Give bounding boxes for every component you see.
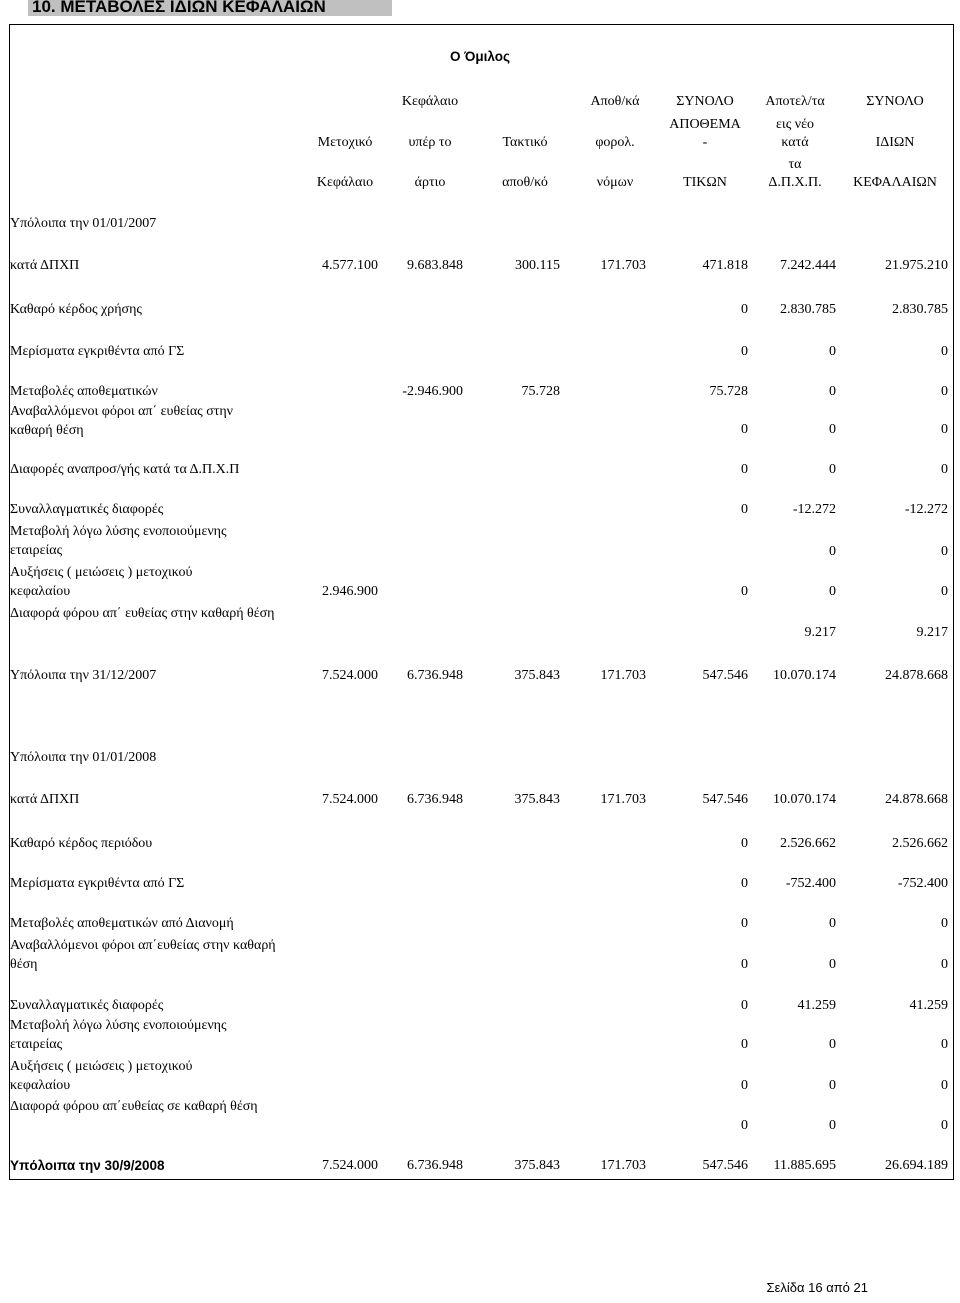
cell-c6: -752.400 [785, 876, 836, 891]
cell-c6: 10.070.174 [773, 792, 836, 807]
cell-c7: 24.878.668 [885, 792, 948, 807]
cell-c7: 0 [941, 584, 948, 599]
cell-c6: 0 [829, 462, 836, 477]
row-label: Καθαρό κέρδος χρήσης [10, 302, 142, 317]
cell-c3: 375.843 [514, 792, 560, 807]
cell-c4: 171.703 [600, 1158, 646, 1173]
cell-c5: 0 [741, 1078, 748, 1093]
header-c2-line1: Κεφάλαιο [401, 94, 459, 109]
cell-c6: 2.526.662 [780, 836, 836, 851]
cell-c6: 11.885.695 [773, 1158, 836, 1173]
cell-c2: -2.946.900 [402, 384, 463, 399]
cell-c6: 0 [829, 344, 836, 359]
row-label: Αναβαλλόμενοι φόροι απ΄ευθείας στην καθαρή θέση [10, 938, 276, 972]
row-label: κατά ΔΠΧΠ [10, 792, 80, 807]
row-label: Μεταβολές αποθεματικών [10, 384, 158, 399]
cell-c4: 171.703 [600, 668, 646, 683]
cell-c7: -752.400 [897, 876, 948, 891]
header-c1-line2: Κεφάλαιο [316, 175, 374, 190]
cell-c3: 375.843 [514, 668, 560, 683]
cell-c7: 0 [941, 462, 948, 477]
header-c6-line2: εις νέο [776, 117, 814, 132]
row-label: Καθαρό κέρδος περιόδου [10, 836, 153, 851]
cell-c2: 9.683.848 [407, 258, 463, 273]
row-label: Αυξήσεις ( μειώσεις ) μετοχικού κεφαλαίου [10, 565, 193, 599]
row-label: κατά ΔΠΧΠ [10, 258, 80, 273]
cell-c7: 0 [941, 957, 948, 972]
cell-c7: 41.259 [909, 998, 948, 1013]
cell-c7: 2.830.785 [892, 302, 948, 317]
cell-c5: 471.818 [702, 258, 748, 273]
cell-c7: 0 [941, 1078, 948, 1093]
row-label: Μεταβολές αποθεματικών από Διανομή [10, 916, 234, 931]
header-c4-line3: νόμων [596, 175, 634, 190]
cell-c5: 0 [741, 916, 748, 931]
row-label: Διαφορά φόρου απ΄ ευθείας στην καθαρή θέση [10, 606, 275, 621]
header-c3-line2: αποθ/κό [502, 175, 548, 190]
cell-c5: 0 [741, 957, 748, 972]
cell-c1: 7.524.000 [322, 668, 378, 683]
cell-c6: 2.830.785 [780, 302, 836, 317]
cell-c7: 0 [941, 1118, 948, 1133]
row-label: Υπόλοιπα την 01/01/2008 [10, 750, 157, 765]
page-footer: Σελίδα 16 από 21 [766, 1280, 868, 1295]
cell-c6: 0 [829, 1037, 836, 1052]
cell-c7: 24.878.668 [885, 668, 948, 683]
row-label: Μερίσματα εγκριθέντα από ΓΣ [10, 876, 185, 891]
cell-c5: 0 [741, 836, 748, 851]
cell-c6: -12.272 [792, 502, 836, 517]
cell-c7: 0 [941, 344, 948, 359]
header-c6-line1: Αποτελ/τα [765, 94, 825, 109]
header-c7-line2: ΙΔΙΩΝ [875, 135, 915, 150]
cell-c5: 0 [741, 1037, 748, 1052]
header-c2-line2: υπέρ το [408, 135, 452, 150]
cell-c5: 547.546 [702, 1158, 748, 1173]
header-c2-line3: άρτιο [414, 175, 446, 190]
cell-c2: 6.736.948 [407, 668, 463, 683]
cell-c7: 9.217 [916, 625, 948, 640]
cell-c7: 0 [941, 1037, 948, 1052]
cell-c5: 0 [741, 302, 748, 317]
header-c6-line5: Δ.Π.Χ.Π. [768, 175, 822, 190]
cell-c6: 0 [829, 1118, 836, 1133]
header-c1-line1: Μετοχικό [317, 135, 373, 150]
header-c6-line3: κατά [781, 135, 809, 150]
cell-c6: 41.259 [797, 998, 836, 1013]
cell-c4: 171.703 [600, 792, 646, 807]
cell-c7: 0 [941, 422, 948, 437]
header-c5-line3: - [702, 135, 708, 150]
row-label: Συναλλαγματικές διαφορές [10, 998, 164, 1013]
row-label: Αναβαλλόμενοι φόροι απ΄ ευθείας στην καθαρή θέση [10, 404, 234, 438]
header-c5-line4: ΤΙΚΩΝ [683, 175, 727, 190]
row-label: Αυξήσεις ( μειώσεις ) μετοχικού κεφαλαίου [10, 1059, 193, 1093]
header-c7-line1: ΣΥΝΟΛΟ [866, 94, 924, 109]
cell-c6: 0 [829, 957, 836, 972]
row-label: Μερίσματα εγκριθέντα από ΓΣ [10, 344, 185, 359]
row-label: Υπόλοιπα την 01/01/2007 [10, 216, 157, 231]
cell-c7: -12.272 [904, 502, 948, 517]
cell-c6: 10.070.174 [773, 668, 836, 683]
header-c4-line2: φορολ. [595, 135, 635, 150]
row-label: Υπόλοιπα την 30/9/2008 [10, 1158, 165, 1173]
row-label: Μεταβολή λόγω λύσης ενοποιούμενης εταιρείας [10, 524, 227, 558]
group-title: Ο Όμιλος [449, 49, 510, 64]
row-label: Συναλλαγματικές διαφορές [10, 502, 164, 517]
header-c6-line4: τα [788, 157, 802, 172]
cell-c6: 0 [829, 422, 836, 437]
cell-c7: 2.526.662 [892, 836, 948, 851]
cell-c4: 171.703 [600, 258, 646, 273]
cell-c3: 75.728 [521, 384, 560, 399]
cell-c1: 2.946.900 [322, 584, 378, 599]
cell-c5: 0 [741, 502, 748, 517]
section-title: 10. ΜΕΤΑΒΟΛΕΣ ΙΔΙΩΝ ΚΕΦΑΛΑΙΩΝ [28, 0, 392, 16]
cell-c7: 21.975.210 [885, 258, 948, 273]
cell-c5: 547.546 [702, 792, 748, 807]
cell-c6: 0 [829, 544, 836, 559]
header-c4-line1: Αποθ/κά [590, 94, 640, 109]
cell-c2: 6.736.948 [407, 792, 463, 807]
row-label: Διαφορά φόρου απ΄ευθείας σε καθαρή θέση [10, 1099, 258, 1114]
cell-c7: 0 [941, 384, 948, 399]
cell-c5: 0 [741, 422, 748, 437]
cell-c6: 0 [829, 584, 836, 599]
cell-c6: 0 [829, 1078, 836, 1093]
cell-c1: 4.577.100 [322, 258, 378, 273]
cell-c2: 6.736.948 [407, 1158, 463, 1173]
cell-c3: 300.115 [515, 258, 560, 273]
row-label: Μεταβολή λόγω λύσης ενοποιούμενης εταιρείας [10, 1018, 227, 1052]
header-c3-line1: Τακτικό [502, 135, 548, 150]
cell-c6: 0 [829, 916, 836, 931]
cell-c5: 75.728 [709, 384, 748, 399]
row-label: Διαφορές αναπροσ/γής κατά τα Δ.Π.Χ.Π [10, 462, 240, 477]
cell-c6: 9.217 [804, 625, 836, 640]
cell-c1: 7.524.000 [322, 1158, 378, 1173]
cell-c5: 0 [741, 462, 748, 477]
cell-c7: 0 [941, 916, 948, 931]
cell-c7: 0 [941, 544, 948, 559]
header-c5-line1: ΣΥΝΟΛΟ [676, 94, 734, 109]
cell-c3: 375.843 [514, 1158, 560, 1173]
cell-c7: 26.694.189 [885, 1158, 948, 1173]
cell-c6: 0 [829, 384, 836, 399]
cell-c1: 7.524.000 [322, 792, 378, 807]
cell-c5: 0 [741, 998, 748, 1013]
cell-c5: 0 [741, 876, 748, 891]
cell-c6: 7.242.444 [780, 258, 836, 273]
cell-c5: 0 [741, 1118, 748, 1133]
cell-c5: 0 [741, 344, 748, 359]
cell-c5: 0 [741, 584, 748, 599]
header-c7-line3: ΚΕΦΑΛΑΙΩΝ [853, 175, 937, 190]
cell-c5: 547.546 [702, 668, 748, 683]
header-c5-line2: ΑΠΟΘΕΜΑ [669, 117, 741, 132]
row-label: Υπόλοιπα την 31/12/2007 [10, 668, 157, 683]
